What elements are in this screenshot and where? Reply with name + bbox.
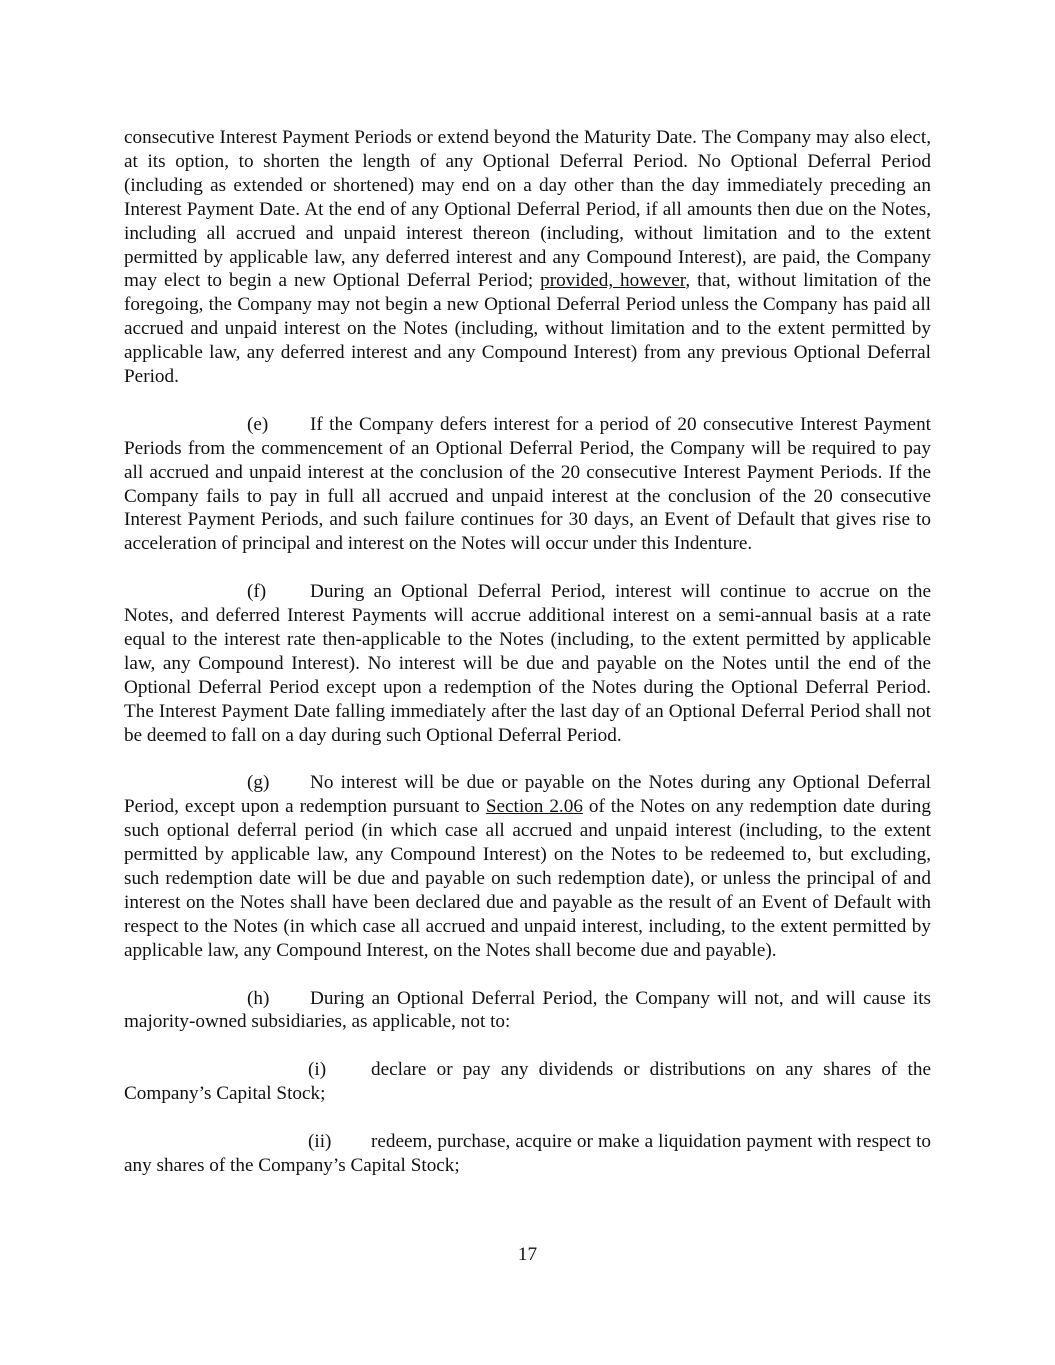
item-ii-text: redeem, purchase, acquire or make a liquidation payment with respect to any shares of the Company’s Capital Stock; — [124, 1130, 931, 1176]
paragraph-g — [124, 771, 931, 962]
paragraph-g-label: (g) — [247, 772, 270, 794]
document-body — [124, 126, 931, 1202]
item-i — [124, 1058, 931, 1106]
continuation-text-1: consecutive Interest Payment Periods or extend beyond the Maturity Date. The Company may also elect, at its option, to shorten the length of any Optional Deferral Period. No Optional Deferral Period (including as extended or shortened) may end on a day other than the day immediately preceding an Interest Payment Date. At the end of any Optional Deferral Period, if all amounts then due on the Notes, including all accrued and unpaid interest thereon (including, without limitation and to the extent permitted by applicable law, any deferred interest and any Compound Interest), are paid, the Company may elect to begin a new Optional Deferral Period; — [124, 127, 931, 292]
paragraph-g-text-2: of the Notes on any redemption date during such optional deferral period (in which case all accrued and unpaid interest (including, to the extent permitted by applicable law, any Compound Interest) on the Notes to be redeemed to, but excluding, such redemption date will be due and payable on such redemption date), or unless the principal of and interest on the Notes shall have been declared due and payable as the result of an Event of Default with respect to the Notes (in which case all accrued and unpaid interest, including, to the extent permitted by applicable law, any Compound Interest, on the Notes shall become due and payable). — [124, 796, 931, 961]
continuation-text-2: , that, without limitation of the foregoing, the Company may not begin a new Optional Deferral Period unless the Company has paid all accrued and unpaid interest on the Notes (including, without limitation and to the extent permitted by applicable law, any deferred interest and any Compound Interest) from any previous Optional Deferral Period. — [124, 270, 932, 388]
item-i-label: (i) — [308, 1059, 327, 1081]
paragraph-e-label: (e) — [247, 413, 269, 435]
paragraph-e — [124, 413, 931, 556]
paragraph-h — [124, 987, 931, 1035]
item-i-text: declare or pay any dividends or distributions on any shares of the Company’s Capital Stock; — [124, 1059, 931, 1105]
paragraph-h-label: (h) — [247, 987, 270, 1009]
paragraph-g-text-1: No interest will be due or payable on the Notes during any Optional Deferral Period, except upon a redemption pursuant to — [124, 772, 931, 818]
paragraph-e-text: If the Company defers interest for a period of 20 consecutive Interest Payment Periods from the commencement of an Optional Deferral Period, the Company will be required to pay all accrued and unpaid interest at the conclusion of the 20 consecutive Interest Payment Periods. If the Company fails to pay in full all accrued and unpaid interest at the conclusion of the 20 consecutive Interest Payment Periods, and such failure continues for 30 days, an Event of Default that gives rise to acceleration of principal and interest on the Notes will occur under this Indenture. — [124, 413, 931, 555]
paragraph-f-label: (f) — [247, 581, 267, 603]
continuation-paragraph — [124, 126, 931, 389]
provided-however-term: provided, however — [540, 270, 686, 292]
paragraph-f — [124, 580, 931, 747]
item-ii — [124, 1130, 931, 1178]
page-number: 17 — [517, 1244, 538, 1265]
paragraph-h-text: During an Optional Deferral Period, the Company will not, and will cause its majority-owned subsidiaries, as applicable, not to: — [124, 987, 931, 1033]
paragraph-f-text: During an Optional Deferral Period, interest will continue to accrue on the Notes, and deferred Interest Payments will accrue additional interest on a semi-annual basis at a rate equal to the interest rate then-applicable to the Notes (including, to the extent permitted by applicable law, any Compound Interest). No interest will be due and payable on the Notes until the end of the Optional Deferral Period except upon a redemption of the Notes during the Optional Deferral Period. The Interest Payment Date falling immediately after the last day of an Optional Deferral Period shall not be deemed to fall on a day during such Optional Deferral Period. — [124, 581, 931, 746]
item-ii-label: (ii) — [308, 1130, 332, 1152]
section-reference-link: Section 2.06 — [485, 796, 583, 818]
